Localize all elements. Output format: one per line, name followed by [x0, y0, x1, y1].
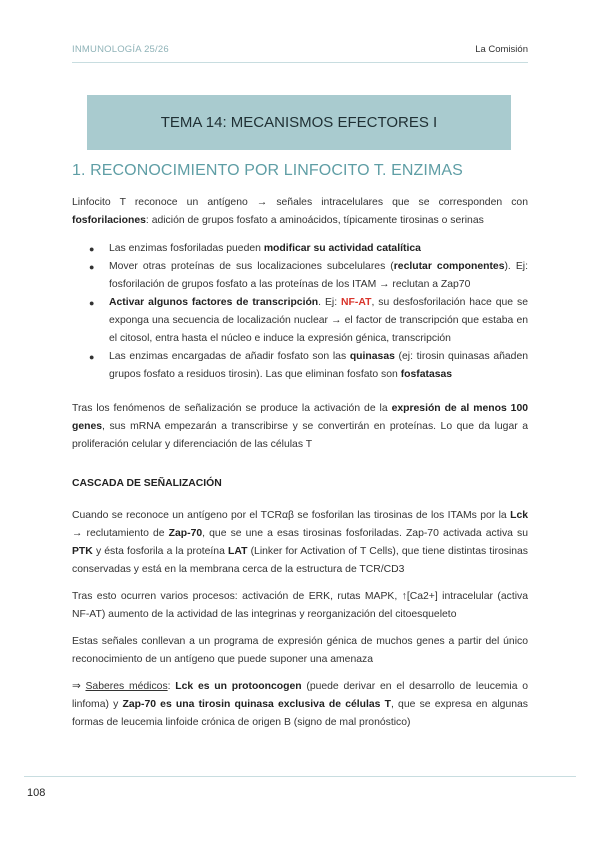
text-run: , su desfosforilación hace que se exponga una secuencia de localización nuclear → el factor de transcripción que estaba en el citosol, entra hasta el núcleo e induce la expresión génica, transcripción: [109, 297, 528, 344]
bold-term: Activar algunos factores de transcripción: [109, 297, 319, 308]
cascade-paragraph-1: [72, 507, 528, 579]
text-run: . Ej:: [318, 297, 342, 308]
highlight-term: NF-AT: [341, 297, 372, 308]
section-heading: 1. RECONOCIMIENTO POR LINFOCITO T. ENZIMAS: [72, 162, 463, 179]
medical-note-paragraph: [72, 678, 528, 732]
bullet-icon: ●: [89, 244, 95, 254]
bold-term: expresión de al menos 100 genes: [72, 403, 528, 432]
bullet-icon: ●: [89, 352, 95, 362]
header-divider: [72, 62, 528, 63]
text-run: , que se une a esas tirosinas fosforiladas. Zap-70 activada activa su: [202, 528, 528, 539]
text-run: : adición de grupos fosfato a aminoácidos, típicamente tirosinas o serinas: [145, 215, 484, 226]
chapter-title-box: [87, 95, 511, 150]
text-run: y ésta fosforila a la proteína: [92, 546, 229, 557]
cascade-paragraph-2: Tras esto ocurren varios procesos: activación de ERK, rutas MAPK, ↑[Ca2+] intracelular (activa NF-AT) aumento de la actividad de las integrinas y reorganización del citoesqueleto: [72, 591, 528, 620]
activation-paragraph: [72, 400, 528, 454]
bullet-icon: ●: [89, 262, 95, 272]
bold-term: reclutar componentes: [393, 261, 505, 272]
bold-term: PTK: [72, 546, 93, 557]
text-run: Mover otras proteínas de sus localizaciones subcelulares (: [109, 261, 394, 272]
bold-term: Zap-70 es una tirosin quinasa exclusiva de células T: [122, 699, 391, 710]
subsection-heading: CASCADA DE SEÑALIZACIÓN: [72, 478, 222, 489]
underlined-label: Saberes médicos: [85, 681, 168, 692]
cascade-paragraph-3: Estas señales conllevan a un programa de expresión génica de muchos genes a partir del único reconocimiento de un antígeno que puede suponer una amenaza: [72, 636, 528, 665]
bullet-icon: ●: [89, 298, 95, 308]
text-run: :: [167, 681, 176, 692]
footer-divider: [24, 776, 576, 777]
text-run: → reclutamiento de: [72, 528, 169, 539]
bold-term: Zap-70: [168, 528, 203, 539]
bold-term: modificar su actividad catalítica: [263, 243, 421, 254]
arrow-icon: ⇒: [72, 681, 86, 692]
course-header: INMUNOLOGÍA 25/26: [72, 44, 169, 55]
list-item: [72, 240, 528, 258]
text-run: Cuando se reconoce un antígeno por el TCRαβ se fosforilan las tirosinas de los ITAMs por la: [72, 510, 511, 521]
bold-term: Lck es un protooncogen: [175, 681, 302, 692]
bold-term: fosforilaciones: [72, 215, 146, 226]
list-item: [72, 348, 528, 384]
text-run: (ej: tirosin quinasas añaden grupos fosfato a residuos tirosin). Las que eliminan fosfato son: [109, 351, 528, 380]
cascade-section: [72, 475, 528, 732]
page-number: 108: [27, 787, 46, 799]
author-header: La Comisión: [475, 44, 528, 55]
bold-term: fosfatasas: [400, 369, 453, 380]
bold-term: LAT: [228, 546, 248, 557]
list-item: [72, 258, 528, 294]
bold-term: Lck: [510, 510, 528, 521]
text-run: ). Ej: fosforilación de grupos fosfato a las proteínas de los ITAM → reclutan a Zap70: [109, 261, 528, 290]
chapter-title: TEMA 14: MECANISMOS EFECTORES I: [160, 114, 438, 131]
bullet-list: [72, 240, 528, 384]
text-run: (Linker for Activation of T Cells), que tiene distintas tirosinas conservadas y está en la membrana cerca de la estructura de TCR/CD3: [72, 546, 529, 575]
text-run: (puede derivar en el desarrollo de leucemia o linfoma) y: [72, 681, 529, 710]
text-run: , que se expresa en algunas formas de leucemia linfoide crónica de origen B (signo de mal pronóstico): [72, 699, 528, 728]
section-body: [72, 194, 528, 454]
bold-term: quinasas: [349, 351, 395, 362]
list-item: [72, 294, 528, 348]
text-run: Las enzimas encargadas de añadir fosfato son las: [109, 351, 350, 362]
intro-paragraph: [72, 194, 528, 230]
text-run: Las enzimas fosforiladas pueden: [109, 243, 264, 254]
text-run: , sus mRNA empezarán a transcribirse y se convertirán en proteínas. Lo que da lugar a proliferación celular y diferenciación de las células T: [72, 421, 528, 450]
text-run: Tras los fenómenos de señalización se produce la activación de la: [72, 403, 392, 414]
text-run: Linfocito T reconoce un antígeno → señales intracelulares que se corresponden con: [72, 197, 528, 208]
